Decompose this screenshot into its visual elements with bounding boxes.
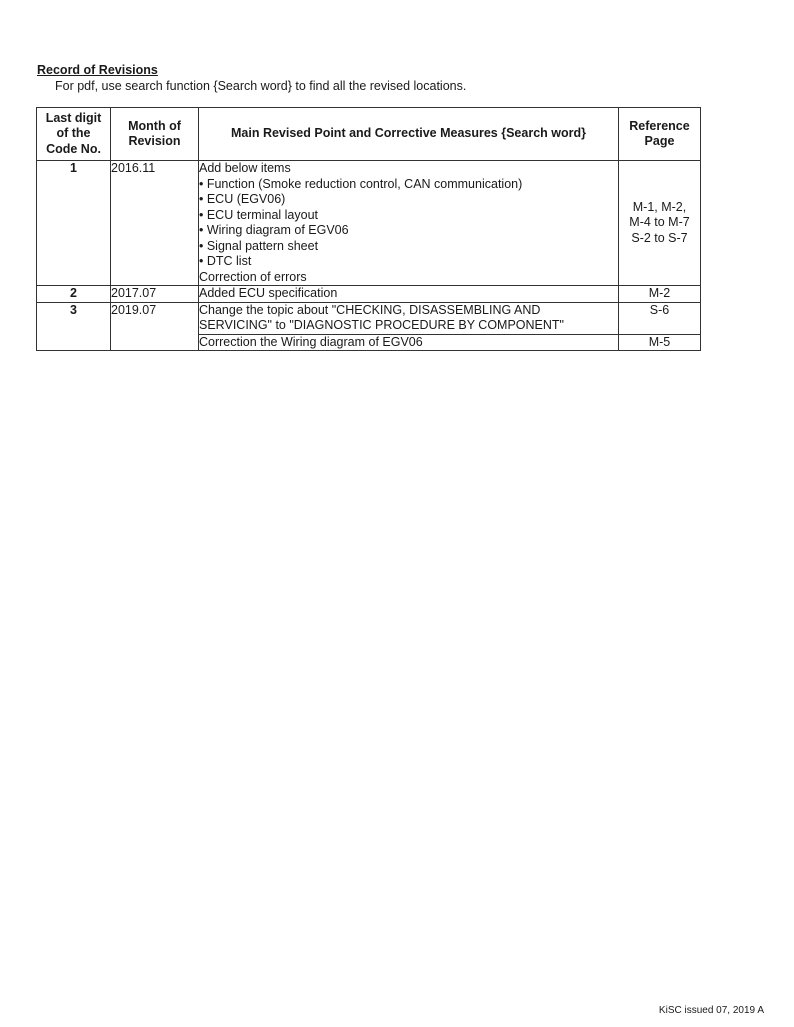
header-month-line2: Revision xyxy=(128,134,181,148)
header-revised-points: Main Revised Point and Corrective Measures {Search word} xyxy=(199,108,619,161)
reference-page-cell: S-6 xyxy=(619,302,701,334)
point-line: Added ECU specification xyxy=(199,286,338,300)
point-line: Add below items xyxy=(199,161,291,175)
point-line: • Function (Smoke reduction control, CAN communication) xyxy=(199,176,523,191)
header-reference-line1: Reference xyxy=(629,118,690,133)
point-line: Correction the Wiring diagram of EGV06 xyxy=(199,334,423,349)
point-line: • ECU terminal layout xyxy=(199,207,319,222)
point-line: Change the topic about "CHECKING, DISASSEMBLING AND xyxy=(199,302,541,317)
header-month-line1: Month of xyxy=(128,118,181,133)
point-line: • ECU (EGV06) xyxy=(199,192,286,206)
revised-points-cell xyxy=(199,161,619,286)
reference-line: M-1, M-2, xyxy=(632,199,687,214)
reference-page-cell: M-2 xyxy=(619,286,701,303)
revised-points-cell xyxy=(199,302,619,334)
header-month xyxy=(111,108,199,161)
revised-points-cell xyxy=(199,286,619,303)
point-line: • Wiring diagram of EGV06 xyxy=(199,223,349,237)
code-no-cell: 2 xyxy=(37,286,111,303)
table-header-row xyxy=(37,108,701,161)
revisions-table xyxy=(36,107,701,351)
header-code-no-line2: of the xyxy=(56,126,91,141)
page-title: Record of Revisions xyxy=(37,63,158,77)
header-reference-line2: Page xyxy=(644,134,675,148)
reference-page-cell: M-5 xyxy=(619,334,701,351)
search-instruction: For pdf, use search function {Search word} to find all the revised locations. xyxy=(55,79,467,93)
header-code-no-line3: Code No. xyxy=(46,141,101,156)
reference-line: M-4 to M-7 xyxy=(629,215,690,230)
reference-page-cell xyxy=(619,161,701,286)
issue-footer: KiSC issued 07, 2019 A xyxy=(658,1005,764,1016)
point-line: SERVICING" to "DIAGNOSTIC PROCEDURE BY COMPONENT" xyxy=(199,318,564,332)
code-no-cell: 3 xyxy=(37,302,111,351)
table-row xyxy=(37,286,701,303)
month-cell: 2016.11 xyxy=(111,161,199,286)
code-no-cell: 1 xyxy=(37,161,111,286)
table-row xyxy=(37,302,701,334)
header-reference-page xyxy=(619,108,701,161)
point-line: Correction of errors xyxy=(199,269,307,284)
header-code-no-line1: Last digit xyxy=(45,110,102,125)
revised-points-cell xyxy=(199,334,619,351)
table-row xyxy=(37,161,701,286)
point-line: • DTC list xyxy=(199,254,252,268)
month-cell: 2017.07 xyxy=(111,286,199,303)
reference-line: S-2 to S-7 xyxy=(631,230,688,245)
point-line: • Signal pattern sheet xyxy=(199,238,319,253)
header-code-no xyxy=(37,108,111,161)
month-cell: 2019.07 xyxy=(111,302,199,351)
